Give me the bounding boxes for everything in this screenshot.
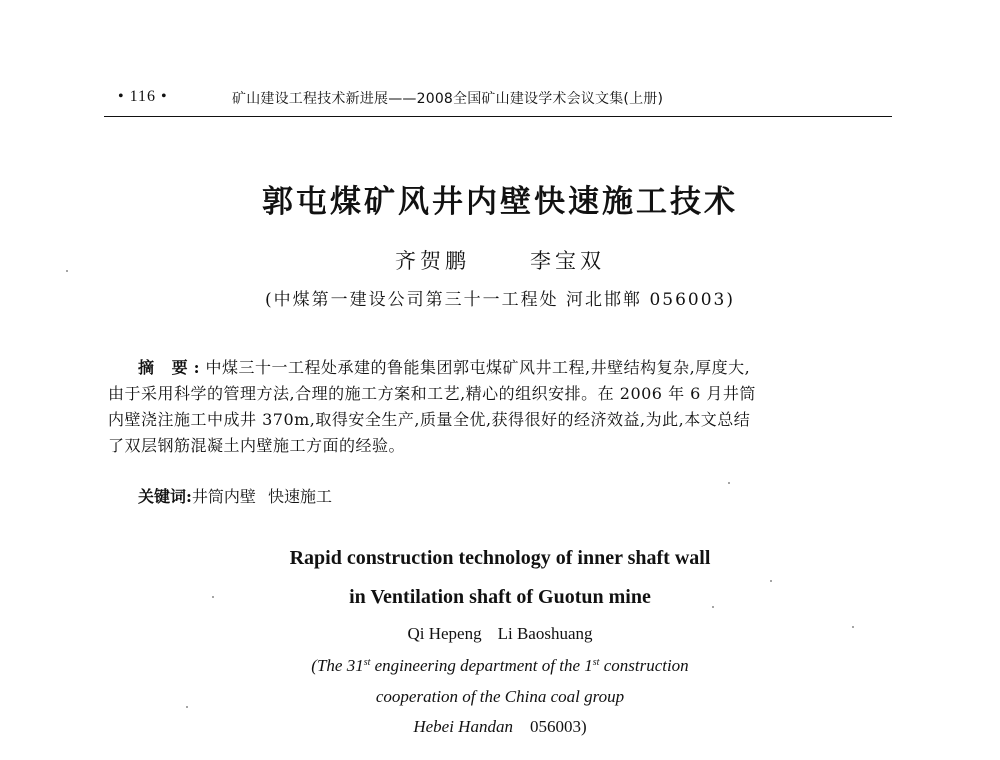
affiliation-en-line: cooperation of the China coal group [375, 687, 625, 706]
abstract-label: 摘 要: [138, 358, 206, 377]
author-en: Qi Hepeng [407, 624, 482, 643]
scan-speck [770, 580, 772, 582]
affiliation-en-line: Hebei Handan 056003) [413, 717, 587, 736]
scan-speck [212, 596, 214, 598]
abstract-line: 内壁浇注施工中成井 370m,取得安全生产,质量全优,获得很好的经济效益,为此,本文总结 [108, 410, 751, 429]
authors-zh [0, 245, 1000, 275]
header-rule [104, 116, 892, 117]
affiliation-zh: (中煤第一建设公司第三十一工程处 河北邯郸 056003) [265, 290, 735, 310]
scan-speck [728, 482, 730, 484]
article-title-en-line: in Ventilation shaft of Guotun mine [349, 586, 651, 608]
author-zh: 齐贺鹏 [395, 249, 470, 273]
running-header [104, 86, 894, 112]
keywords-label: 关键词: [138, 487, 192, 506]
author-en: Li Baoshuang [497, 624, 593, 643]
author-zh: 李宝双 [530, 249, 605, 273]
scan-speck [66, 270, 68, 272]
abstract-line: 了双层钢筋混凝土内壁施工方面的经验。 [108, 436, 406, 455]
abstract-line: 由于采用科学的管理方法,合理的施工方案和工艺,精心的组织安排。在 2006 年 6 月井筒 [108, 384, 756, 403]
article-title-zh: 郭屯煤矿风井内壁快速施工技术 [262, 184, 738, 220]
scan-speck [852, 626, 854, 628]
keywords-zh [138, 484, 332, 507]
page-number: • 116 • [118, 88, 168, 105]
authors-en [0, 624, 1000, 644]
scan-speck [186, 706, 188, 708]
scan-speck [712, 606, 714, 608]
affiliation-en-line: (The 31st engineering department of the 1st construction [311, 656, 689, 675]
abstract-line: 摘 要:中煤三十一工程处承建的鲁能集团郭屯煤矿风井工程,井壁结构复杂,厚度大, [138, 358, 751, 377]
keyword: 快速施工 [267, 487, 332, 506]
abstract-zh [108, 355, 894, 459]
keyword: 井筒内壁 [191, 487, 256, 506]
book-title: 矿山建设工程技术新进展——2008全国矿山建设学术会议文集(上册) [232, 91, 664, 107]
article-title-en-line: Rapid construction technology of inner shaft wall [289, 547, 711, 569]
